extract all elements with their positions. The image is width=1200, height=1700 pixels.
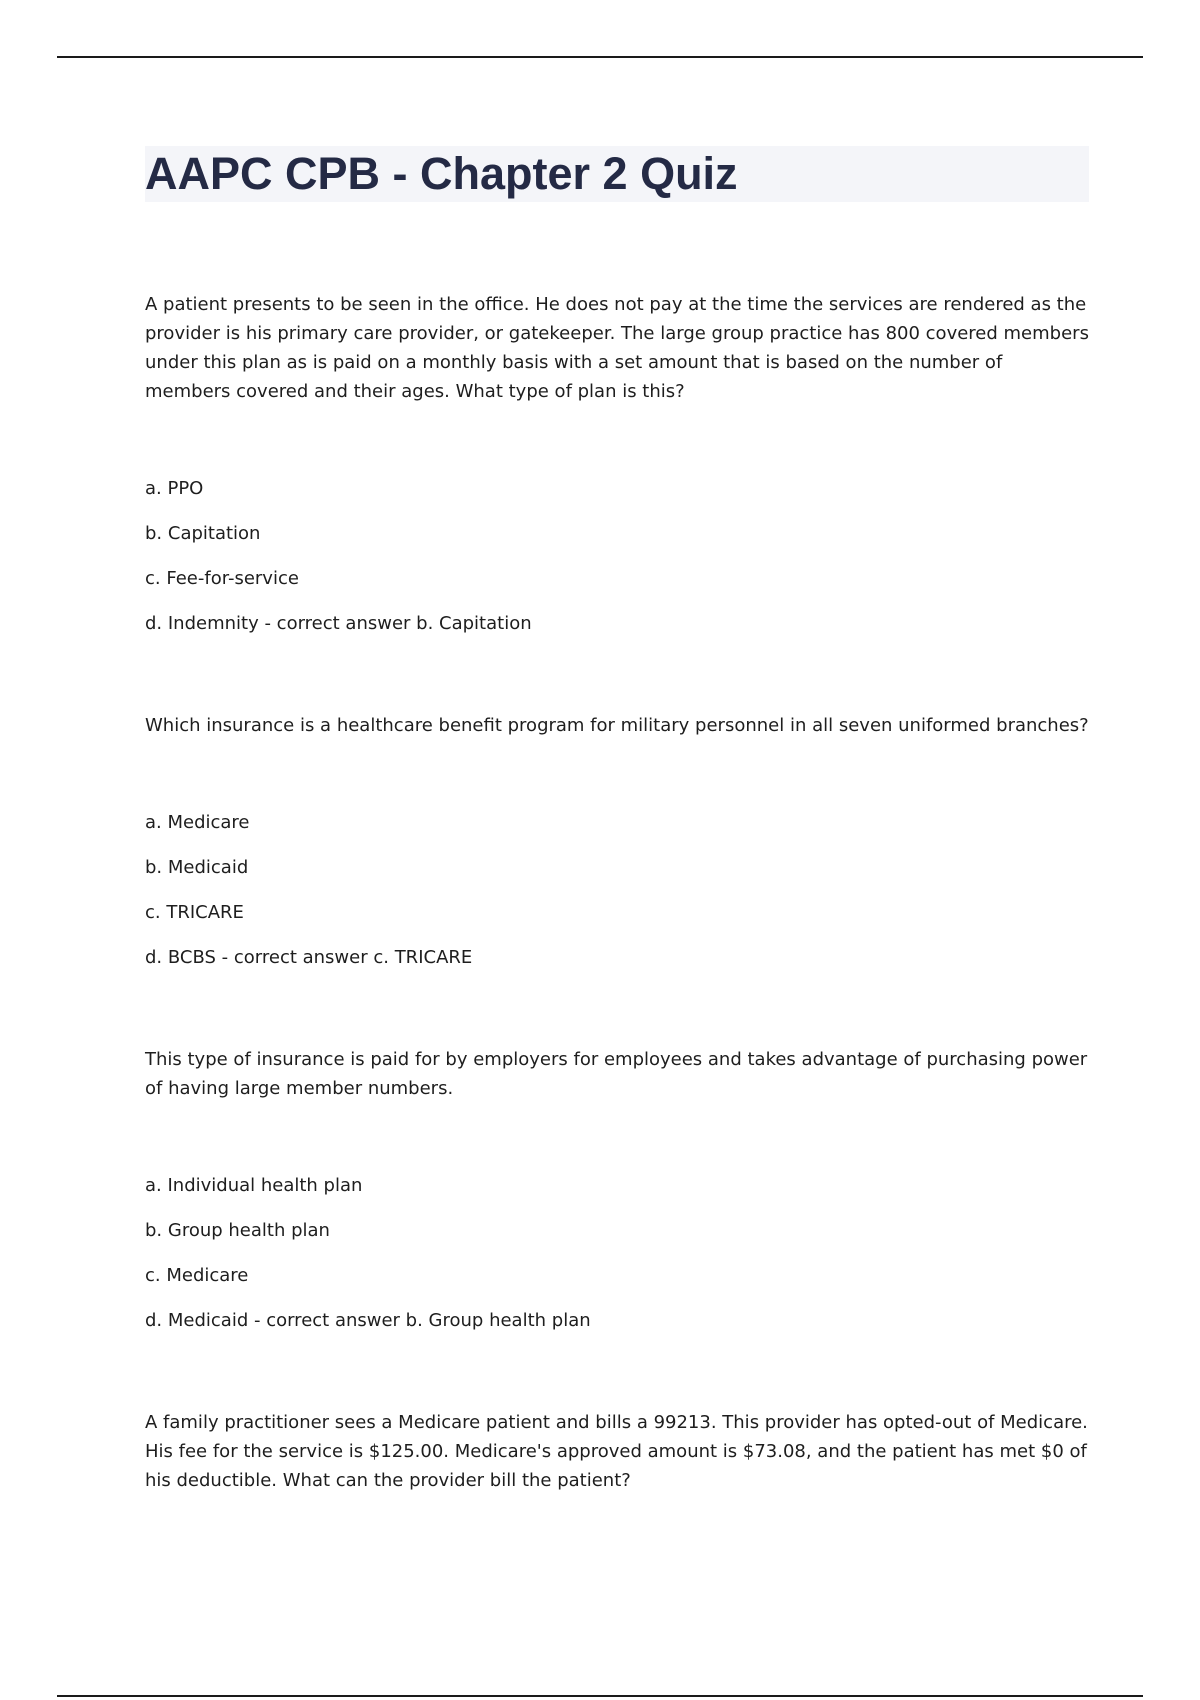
answer-option: a. Medicare [145, 812, 250, 833]
question-text: Which insurance is a healthcare benefit program for military personnel in all seven uniformed branches? [145, 715, 1089, 736]
answer-option: d. Indemnity - correct answer b. Capitation [145, 613, 532, 634]
question-block [145, 711, 1090, 980]
question-text: A family practitioner sees a Medicare patient and bills a 99213. This provider has opted-out of Medicare. His fee for the service is $125.00. Medicare's approved amount is $73.08, and the patient has met $0 of his deductible. What can the provider bill the patient? [145, 1412, 1088, 1491]
answer-option: b. Capitation [145, 523, 261, 544]
answer-options [145, 466, 1090, 646]
quiz-content [145, 290, 1090, 1495]
answer-option: d. BCBS - correct answer c. TRICARE [145, 947, 473, 968]
question-block [145, 290, 1090, 646]
answer-option: a. Individual health plan [145, 1175, 363, 1196]
answer-option: c. Fee-for-service [145, 568, 299, 589]
question-text: A patient presents to be seen in the office. He does not pay at the time the services are rendered as the provider is his primary care provider, or gatekeeper. The large group practice has 800 covered members under this plan as is paid on a monthly basis with a set amount that is based on the number of members covered and their ages. What type of plan is this? [145, 294, 1089, 402]
answer-options [145, 800, 1090, 980]
answer-option: c. TRICARE [145, 902, 244, 923]
page-title: AAPC CPB - Chapter 2 Quiz [145, 148, 738, 199]
question-block [145, 1408, 1090, 1495]
answer-options [145, 1163, 1090, 1343]
answer-option: b. Medicaid [145, 857, 249, 878]
question-text: This type of insurance is paid for by employers for employees and takes advantage of purchasing power of having large member numbers. [145, 1049, 1088, 1099]
answer-option: d. Medicaid - correct answer b. Group health plan [145, 1310, 591, 1331]
answer-option: b. Group health plan [145, 1220, 330, 1241]
top-rule [57, 56, 1143, 58]
question-block [145, 1045, 1090, 1343]
answer-option: a. PPO [145, 478, 204, 499]
bottom-rule [57, 1695, 1143, 1697]
answer-option: c. Medicare [145, 1265, 249, 1286]
